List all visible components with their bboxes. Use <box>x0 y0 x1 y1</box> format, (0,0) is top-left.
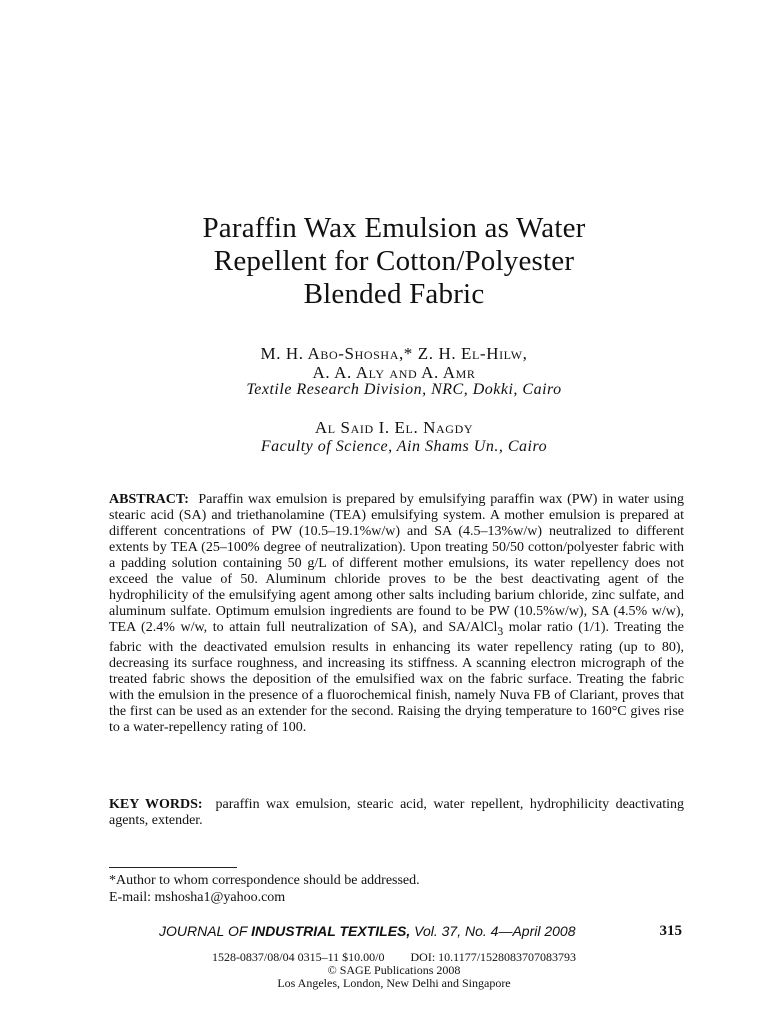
abstract-label: ABSTRACT: <box>109 492 189 507</box>
affiliation-1: Textile Research Division, NRC, Dokki, Cairo <box>246 381 562 398</box>
authors-line-1: M. H. Abo-Shosha,* Z. H. El-Hilw, <box>260 344 528 363</box>
footnote-rule <box>109 867 237 868</box>
doi: DOI: 10.1177/1528083707083793 <box>410 950 577 964</box>
imprint <box>0 951 768 990</box>
page-number: 315 <box>659 923 682 939</box>
issn: 1528-0837/08/04 0315–11 $10.00/0 <box>211 950 385 964</box>
article-title <box>0 212 768 311</box>
author-list-2 <box>0 418 768 437</box>
footnote <box>109 872 684 906</box>
title-line-2: Repellent for Cotton/Polyester <box>213 245 575 277</box>
journal-name: INDUSTRIAL TEXTILES, <box>251 923 411 939</box>
keywords <box>109 797 684 829</box>
copyright: © SAGE Publications 2008 <box>327 963 461 977</box>
keywords-label: KEY WORDS: <box>109 797 203 812</box>
authors-line-3: Al Said I. El. Nagdy <box>314 418 474 437</box>
author-list <box>0 344 768 382</box>
abstract-subscript: 3 <box>497 624 504 638</box>
title-line-3: Blended Fabric <box>303 278 485 310</box>
footnote-line-1: *Author to whom correspondence should be addressed. <box>109 873 420 888</box>
affiliation-2: Faculty of Science, Ain Shams Un., Cairo <box>260 438 548 455</box>
publisher-cities: Los Angeles, London, New Delhi and Singapore <box>277 976 511 990</box>
footnote-email: E-mail: mshosha1@yahoo.com <box>109 890 286 905</box>
abstract-text-1: Paraffin wax emulsion is prepared by emulsifying paraffin wax (PW) in water using stearic acid (SA) and triethanolamine (TEA) emulsifying system. A mother emulsion is prepared at different concentrations of PW (10.5–19.1%w/w) and SA (4.5–13%w/w) neutralized to different extents by TEA (25–100% degree of neutralization). Upon treating 50/50 cotton/polyester fabric with a padding solution containing 50 g/L of different mother emulsions, its water repellency does not exceed the value of 50. Aluminum chloride proves to be the best deactivating agent of the hydrophilicity of the emulsifying agent among other salts including barium chloride, zinc sulfate, and aluminum sulfate. Optimum emulsion ingredients are found to be PW (10.5%w/w), SA (4.5% w/w), TEA (2.4% w/w, to attain full neutralization of SA), and SA/AlCl <box>109 492 685 635</box>
title-line-1: Paraffin Wax Emulsion as Water <box>202 212 586 244</box>
journal-footer <box>159 922 684 940</box>
journal-volume: Vol. 37, No. 4—April 2008 <box>410 923 576 939</box>
journal-prefix: JOURNAL OF <box>159 923 252 939</box>
authors-line-2: A. A. Aly and A. Amr <box>312 363 476 382</box>
abstract <box>109 492 684 736</box>
abstract-text-2: molar ratio (1/1). Treating the fabric with the deactivated emulsion results in enhancing its water repellency rating (up to 80), decreasing its surface roughness, and increasing its stiffness. A scanning electron micrograph of the treated fabric shows the deposition of the emulsified wax on the fabric surface. Treating the fabric with the emulsion in the presence of a fluorochemical finish, namely Nuva FB of Clariant, proves that the first can be used as an extender for the second. Raising the drying temperature to 160°C gives rise to a water-repellency rating of 100. <box>109 620 684 735</box>
keywords-text: paraffin wax emulsion, stearic acid, water repellent, hydrophilicity deactivating agents, extender. <box>109 797 685 828</box>
